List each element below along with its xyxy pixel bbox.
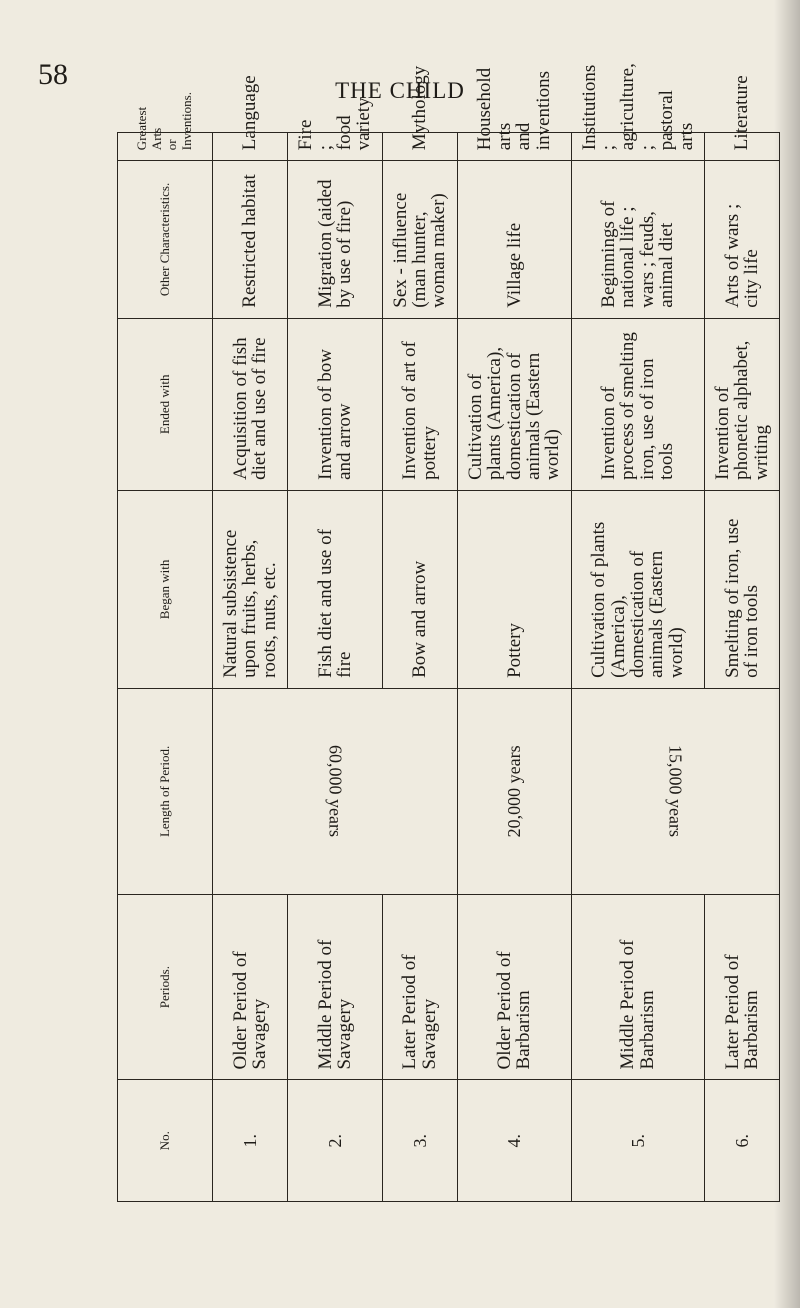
other-characteristics: Restricted habitat — [213, 161, 288, 319]
page-edge-shadow — [774, 0, 800, 1308]
ended-with: Cultivation of plants (America), domestication of animals (Eastern world) — [457, 318, 571, 490]
row-number: 1. — [213, 1080, 288, 1202]
page-number: 58 — [38, 58, 68, 91]
began-with: Bow and arrow — [382, 490, 457, 688]
row-number: 4. — [457, 1080, 571, 1202]
header-no: No. — [118, 1080, 213, 1202]
table-row — [213, 133, 288, 1202]
table-row — [288, 133, 383, 1202]
greatest-arts: Language — [213, 133, 288, 161]
greatest-arts: Institutions ; agriculture, ; pastoral arts — [571, 133, 704, 161]
period-length-older-barbarism: 20,000 years — [457, 688, 571, 894]
began-with: Smelting of iron, use of iron tools — [704, 490, 779, 688]
began-with: Pottery — [457, 490, 571, 688]
greatest-arts: Literature — [704, 133, 779, 161]
period-name: Later Period of Savagery — [382, 894, 457, 1080]
period-length-savagery: 60,000 years — [213, 688, 458, 894]
header-began-with: Began with — [118, 490, 213, 688]
other-characteristics: Village life — [457, 161, 571, 319]
table-row — [457, 133, 571, 1202]
running-head: THE CHILD — [335, 78, 465, 103]
header-ended-with: Ended with — [118, 318, 213, 490]
header-periods: Periods. — [118, 894, 213, 1080]
other-characteristics: Beginnings of national life ; wars ; feuds, animal diet — [571, 161, 704, 319]
row-number: 6. — [704, 1080, 779, 1202]
greatest-arts: Household arts and inventions — [457, 133, 571, 161]
header-length: Length of Period. — [118, 688, 213, 894]
ended-with: Acquisition of fish diet and use of fire — [213, 318, 288, 490]
row-number: 2. — [288, 1080, 383, 1202]
began-with: Natural subsistence upon fruits, herbs, roots, nuts, etc. — [213, 490, 288, 688]
table-row — [704, 133, 779, 1202]
other-characteristics: Migration (aided by use of fire) — [288, 161, 383, 319]
began-with: Cultivation of plants (America), domestication of animals (Eastern world) — [571, 490, 704, 688]
period-name: Older Period of Barbarism — [457, 894, 571, 1080]
header-other-characteristics: Other Characteristics. — [118, 161, 213, 319]
period-name: Middle Period of Savagery — [288, 894, 383, 1080]
period-length-later-barbarism: 15,000 years — [571, 688, 779, 894]
table-row — [571, 133, 704, 1202]
row-number: 3. — [382, 1080, 457, 1202]
header-row — [118, 133, 213, 1202]
greatest-arts: Mythology — [382, 133, 457, 161]
period-name: Older Period of Savagery — [213, 894, 288, 1080]
other-characteristics: Arts of wars ; city life — [704, 161, 779, 319]
period-name: Later Period of Barbarism — [704, 894, 779, 1080]
header-greatest-arts: Greatest Arts or Inventions. — [118, 133, 213, 161]
other-characteristics: Sex - influence (man hunter, woman maker) — [382, 161, 457, 319]
table-row — [382, 133, 457, 1202]
began-with: Fish diet and use of fire — [288, 490, 383, 688]
ended-with: Invention of art of pottery — [382, 318, 457, 490]
greatest-arts: Fire ; food variety — [288, 133, 383, 161]
ended-with: Invention of bow and arrow — [288, 318, 383, 490]
period-name: Middle Period of Barbarism — [571, 894, 704, 1080]
ended-with: Invention of phonetic alphabet, writing — [704, 318, 779, 490]
ended-with: Invention of process of smelting iron, use of iron tools — [571, 318, 704, 490]
row-number: 5. — [571, 1080, 704, 1202]
